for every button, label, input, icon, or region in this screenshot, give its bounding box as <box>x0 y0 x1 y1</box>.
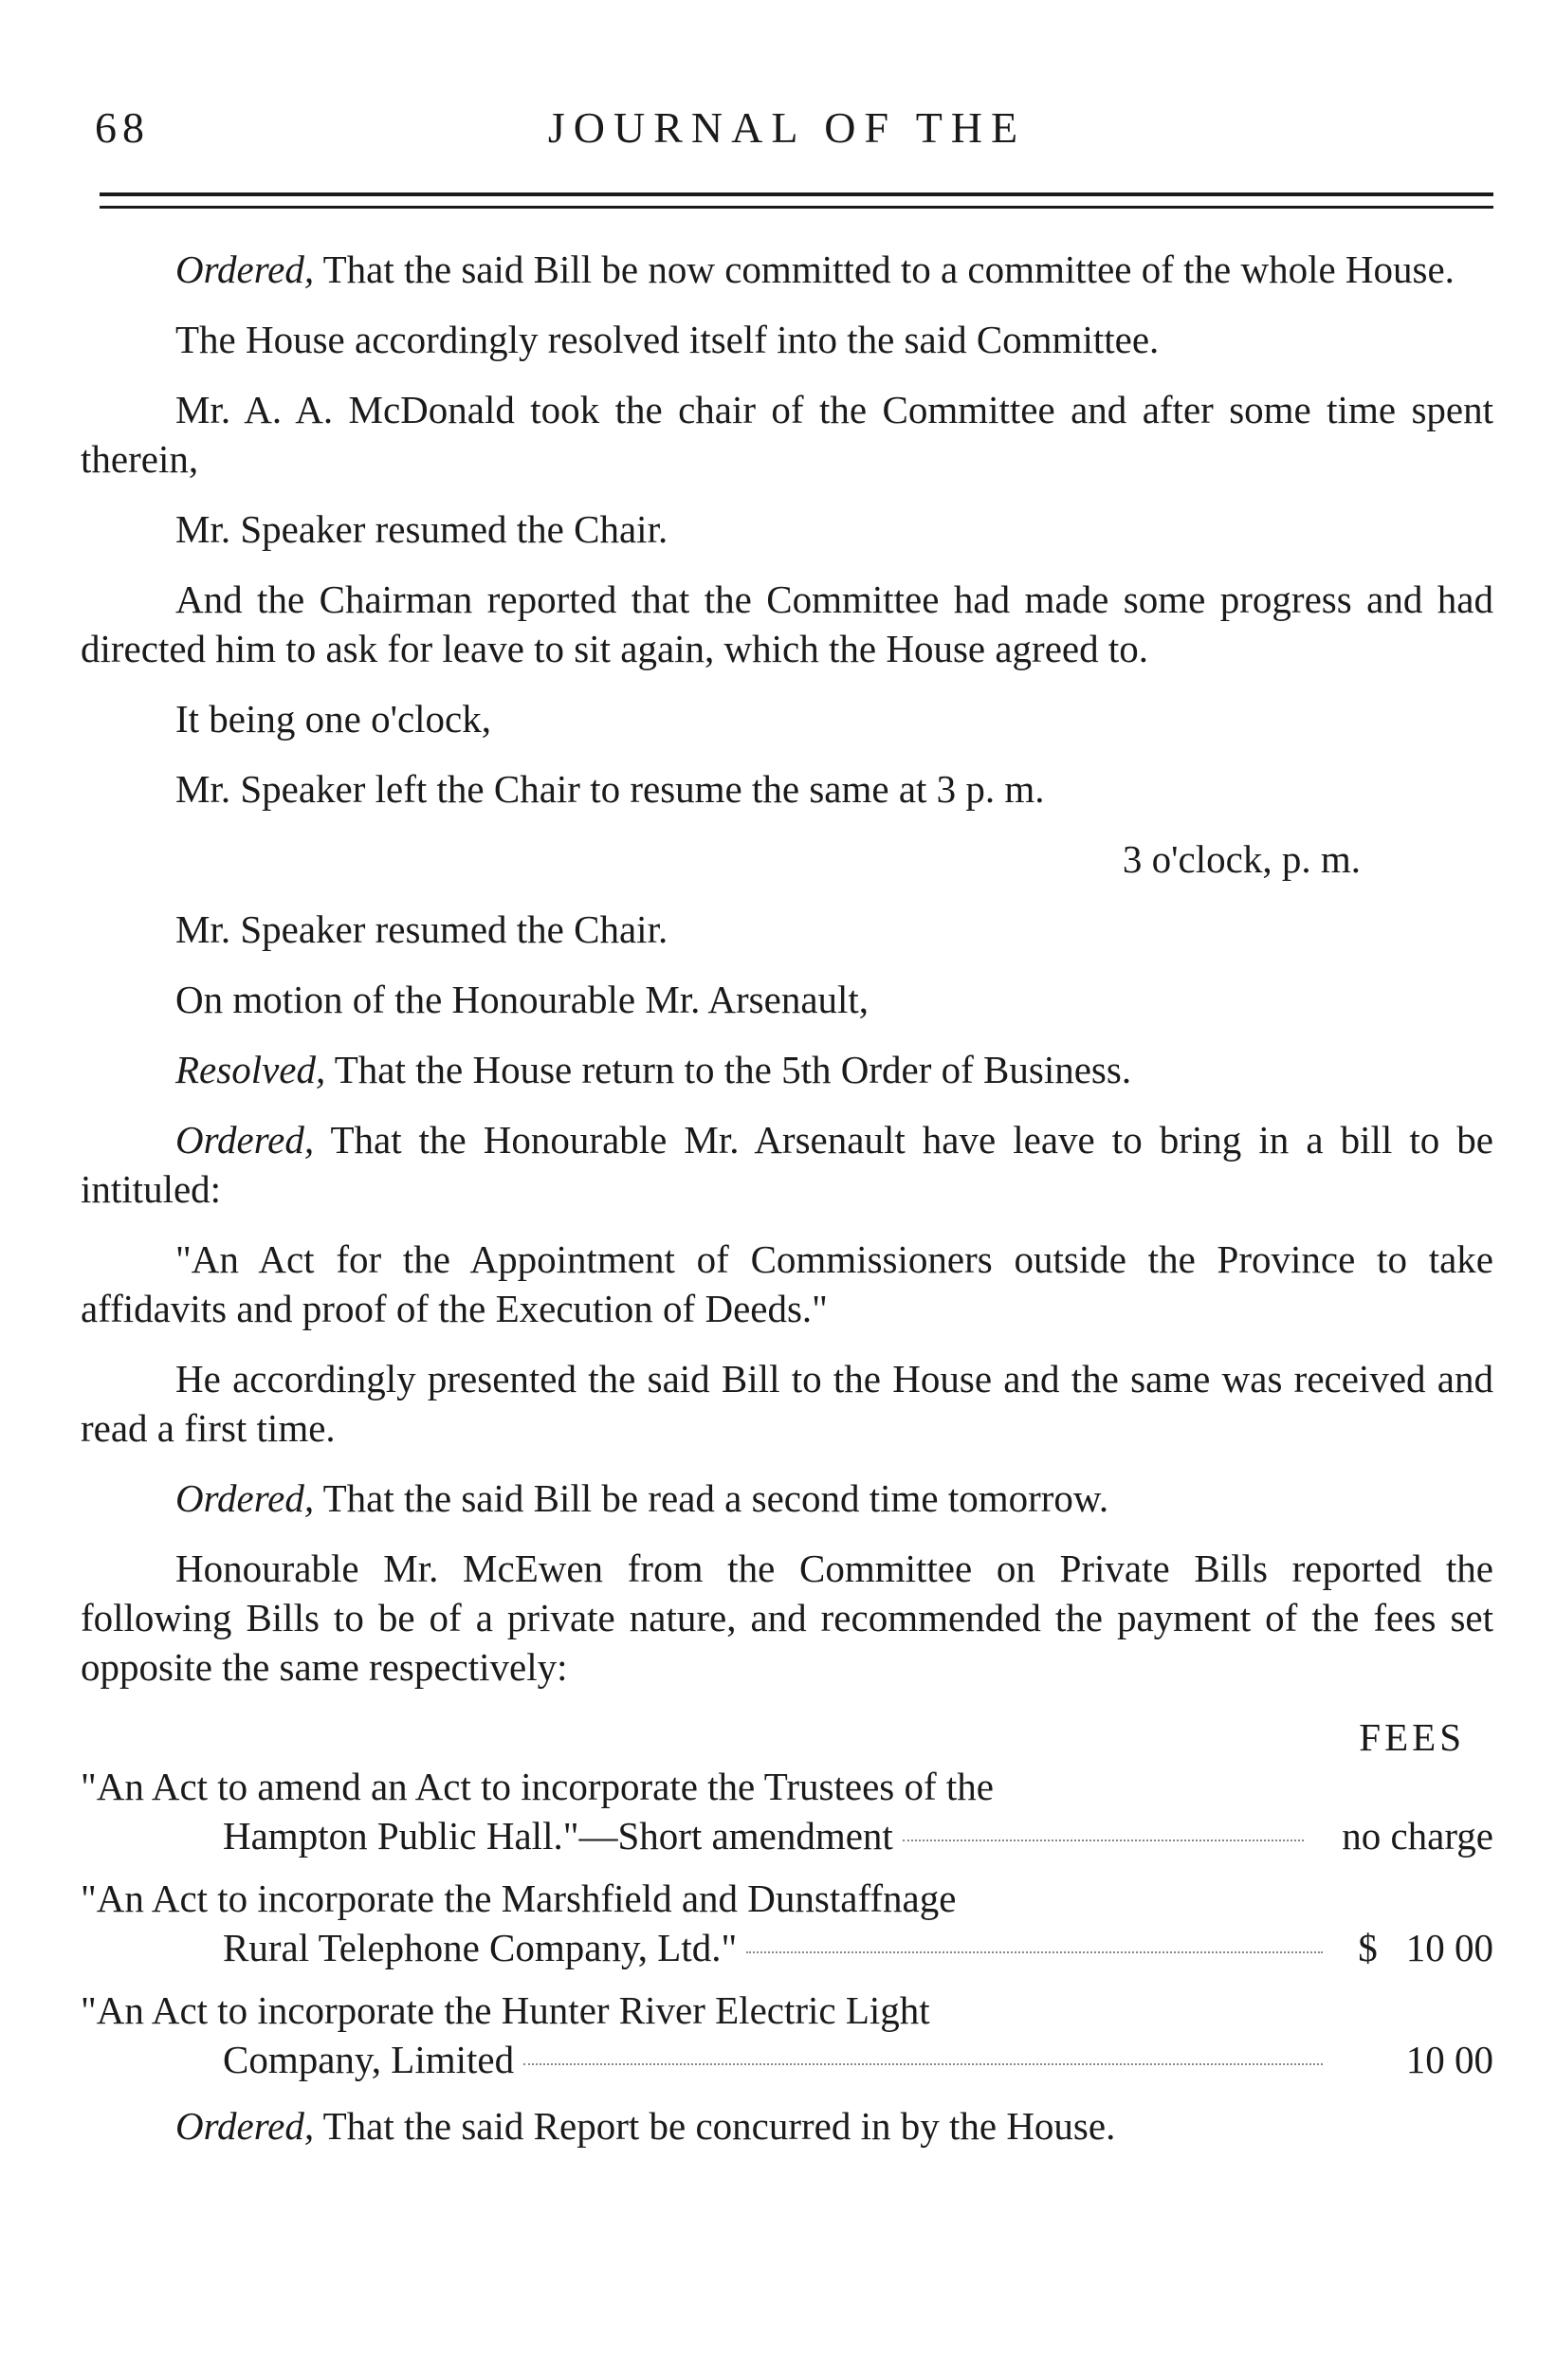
ordered-label: Ordered, <box>175 2104 315 2148</box>
bill-item <box>81 1986 1493 2084</box>
fee-amount: no charge <box>1342 1814 1493 1858</box>
paragraph-speaker-left: Mr. Speaker left the Chair to resume the same at 3 p. m. <box>175 767 1045 811</box>
paragraph-private-bills-report: Honourable Mr. McEwen from the Committee on Private Bills reported the following Bills to be of a private nature, and recommended the payment of the fees set opposite the same respectively: <box>81 1547 1493 1689</box>
paragraph-text: That the said Bill be read a second time tomorrow. <box>314 1476 1109 1520</box>
paragraph-text: That the House return to the 5th Order of Business. <box>325 1048 1132 1091</box>
bill-item <box>81 1762 1493 1860</box>
paragraph-ordered-leave <box>81 1115 1493 1214</box>
bill-title-tail: Rural Telephone Company, Ltd." <box>223 1926 738 1969</box>
bill-fee <box>1332 2035 1493 2084</box>
page-header <box>81 102 1493 159</box>
header-rule-bottom <box>100 206 1493 209</box>
paragraph-one-oclock: It being one o'clock, <box>175 697 492 741</box>
paragraph-ordered-second-reading <box>81 1474 1493 1523</box>
paragraph-speaker-resumed-2: Mr. Speaker resumed the Chair. <box>175 907 668 951</box>
bill-title-line2 <box>81 1923 1493 1972</box>
paragraph-resolved <box>81 1045 1493 1094</box>
bill-title-tail: Hampton Public Hall."—Short amendment <box>223 1814 893 1858</box>
paragraph-bill-presented: He accordingly presented the said Bill to the House and the same was received and read a first time. <box>81 1357 1493 1450</box>
ordered-label: Ordered, <box>175 1476 315 1520</box>
bill-item <box>81 1874 1493 1972</box>
ordered-label: Ordered, <box>175 1118 315 1162</box>
fee-amount: 10 00 <box>1405 1926 1493 1969</box>
page-number: 68 <box>95 103 150 152</box>
bills-list <box>81 1762 1493 2084</box>
paragraph-chairman-report: And the Chairman reported that the Committee had made some progress and had directed him to ask for leave to sit again, which the House agreed to. <box>81 577 1493 670</box>
dollar-sign: $ <box>1358 1926 1378 1969</box>
bill-title-line1: "An Act to amend an Act to incorporate the Trustees of the <box>81 1765 994 1808</box>
ordered-label: Ordered, <box>175 247 315 291</box>
paragraph-motion: On motion of the Honourable Mr. Arsenault, <box>175 978 870 1021</box>
paragraph-act-title: "An Act for the Appointment of Commissioners outside the Province to take affidavits and proof of the Execution of Deeds." <box>81 1237 1493 1330</box>
paragraph-ordered-concurred <box>81 2101 1493 2151</box>
bill-fee <box>1332 1923 1493 1972</box>
leader-dots <box>903 1840 1304 1841</box>
paragraph-text: That the Honourable Mr. Arsenault have leave to bring in a bill to be intituled: <box>81 1118 1493 1211</box>
paragraph-text: That the said Report be concurred in by the House. <box>314 2104 1116 2148</box>
bill-title-tail: Company, Limited <box>223 2038 515 2081</box>
leader-dots <box>523 2063 1323 2065</box>
paragraph-mcdonald-chair: Mr. A. A. McDonald took the chair of the Committee and after some time spent therein, <box>81 388 1493 481</box>
bill-fee <box>1313 1811 1493 1860</box>
fees-heading: FEES <box>1359 1715 1465 1759</box>
paragraph-committee-resolved: The House accordingly resolved itself into the said Committee. <box>175 318 1160 361</box>
resolved-label: Resolved, <box>175 1048 326 1091</box>
bill-title-line2 <box>81 1811 1493 1860</box>
running-head: JOURNAL OF THE <box>547 103 1027 152</box>
paragraph-ordered-committal <box>81 245 1493 294</box>
leader-dots <box>746 1951 1323 1953</box>
bill-title-line1: "An Act to incorporate the Hunter River Electric Light <box>81 1988 930 2032</box>
paragraph-speaker-resumed: Mr. Speaker resumed the Chair. <box>175 507 668 551</box>
time-marker: 3 o'clock, p. m. <box>1122 837 1361 881</box>
paragraph-text: That the said Bill be now committed to a committee of the whole House. <box>314 247 1455 291</box>
bill-title-line1: "An Act to incorporate the Marshfield and Dunstaffnage <box>81 1877 957 1920</box>
fee-amount: 10 00 <box>1405 2038 1493 2081</box>
header-rule-top <box>100 192 1493 196</box>
journal-body <box>81 245 1493 2171</box>
bill-title-line2 <box>81 2035 1493 2084</box>
